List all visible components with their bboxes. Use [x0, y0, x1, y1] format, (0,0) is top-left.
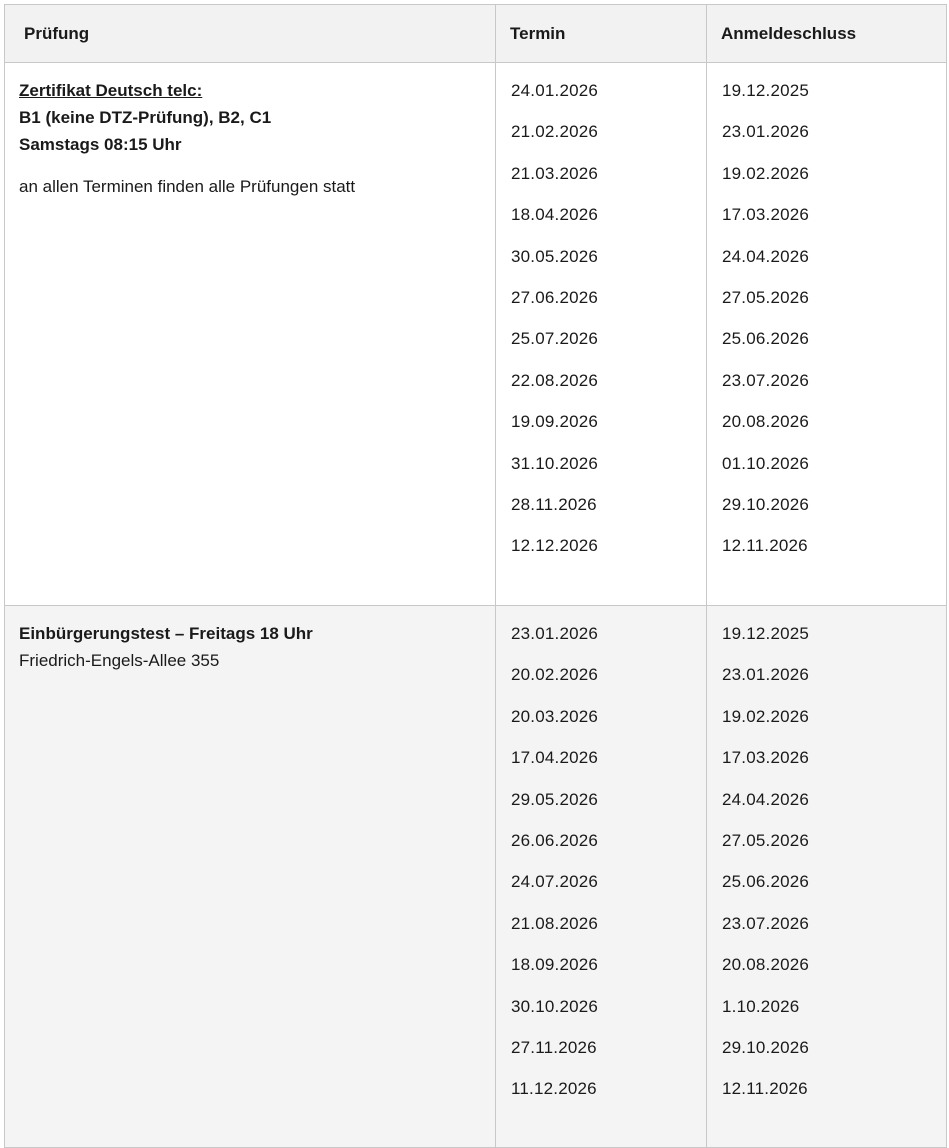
table-row-telc — [5, 63, 947, 606]
date-item: 24.07.2026 — [511, 872, 599, 892]
deadline-item: 23.07.2026 — [722, 913, 810, 933]
date-item: 20.03.2026 — [511, 706, 599, 726]
date-item: 25.07.2026 — [511, 329, 599, 349]
date-item: 23.01.2026 — [511, 624, 599, 643]
date-list-einbuergerung — [496, 606, 707, 1148]
date-item: 27.11.2026 — [511, 1037, 597, 1057]
date-item: 20.02.2026 — [511, 665, 599, 685]
date-item: 18.09.2026 — [511, 955, 599, 975]
date-item: 26.06.2026 — [511, 830, 599, 850]
exam-title-line-1: Zertifikat Deutsch telc: — [19, 81, 203, 100]
deadline-item: 24.04.2026 — [722, 246, 810, 266]
date-item: 21.03.2026 — [511, 163, 599, 183]
header-deadline: Anmeldeschluss — [707, 5, 947, 63]
deadline-list-einbuergerung — [707, 606, 947, 1148]
deadline-item: 29.10.2026 — [722, 1037, 810, 1057]
date-item: 21.08.2026 — [511, 913, 599, 933]
deadline-item: 12.11.2026 — [722, 536, 808, 556]
deadline-item: 17.03.2026 — [722, 748, 810, 768]
deadline-item: 19.02.2026 — [722, 706, 810, 726]
table-header-row — [5, 5, 947, 63]
date-item: 29.05.2026 — [511, 789, 599, 809]
date-item: 31.10.2026 — [511, 453, 599, 473]
deadline-item: 27.05.2026 — [722, 287, 810, 307]
date-item: 30.10.2026 — [511, 996, 599, 1016]
deadline-item: 20.08.2026 — [722, 955, 810, 975]
exam-schedule-table — [4, 4, 947, 1148]
deadline-item: 29.10.2026 — [722, 494, 810, 514]
deadline-item: 23.07.2026 — [722, 370, 810, 390]
date-item: 30.05.2026 — [511, 246, 599, 266]
deadline-item: 19.02.2026 — [722, 163, 810, 183]
deadline-item: 19.12.2025 — [722, 81, 810, 100]
exam-cell-telc — [5, 63, 496, 606]
deadline-item: 24.04.2026 — [722, 789, 810, 809]
header-exam: Prüfung — [5, 5, 496, 63]
deadline-item: 17.03.2026 — [722, 205, 810, 225]
exam-title-line-2: B1 (keine DTZ-Prüfung), B2, C1 — [19, 108, 272, 127]
date-item: 18.04.2026 — [511, 205, 599, 225]
date-item: 24.01.2026 — [511, 81, 599, 100]
deadline-item: 23.01.2026 — [722, 665, 810, 685]
date-item: 27.06.2026 — [511, 287, 599, 307]
date-item: 17.04.2026 — [511, 748, 599, 768]
deadline-item: 23.01.2026 — [722, 122, 810, 142]
exam-address: Friedrich-Engels-Allee 355 — [19, 651, 220, 670]
header-date: Termin — [496, 5, 707, 63]
deadline-list-telc — [707, 63, 947, 606]
date-item: 21.02.2026 — [511, 122, 599, 142]
exam-title-line-3: Samstags 08:15 Uhr — [19, 135, 182, 154]
exam-title-telc — [19, 77, 481, 158]
date-item: 19.09.2026 — [511, 412, 599, 432]
deadline-item: 12.11.2026 — [722, 1079, 808, 1099]
date-item: 12.12.2026 — [511, 536, 599, 556]
deadline-item: 25.06.2026 — [722, 329, 810, 349]
date-item: 28.11.2026 — [511, 494, 597, 514]
deadline-item: 25.06.2026 — [722, 872, 810, 892]
exam-title-einbuergerung: Einbürgerungstest – Freitags 18 Uhr — [19, 624, 313, 643]
deadline-item: 27.05.2026 — [722, 830, 810, 850]
exam-cell-einbuergerung — [5, 606, 496, 1148]
deadline-item: 19.12.2025 — [722, 624, 810, 643]
date-list-telc — [496, 63, 707, 606]
table-row-einbuergerung — [5, 606, 947, 1148]
deadline-item: 20.08.2026 — [722, 412, 810, 432]
date-item: 11.12.2026 — [511, 1079, 597, 1099]
deadline-item: 1.10.2026 — [722, 996, 800, 1016]
date-item: 22.08.2026 — [511, 370, 599, 390]
exam-note: an allen Terminen finden alle Prüfungen statt — [19, 177, 356, 196]
deadline-item: 01.10.2026 — [722, 453, 810, 473]
